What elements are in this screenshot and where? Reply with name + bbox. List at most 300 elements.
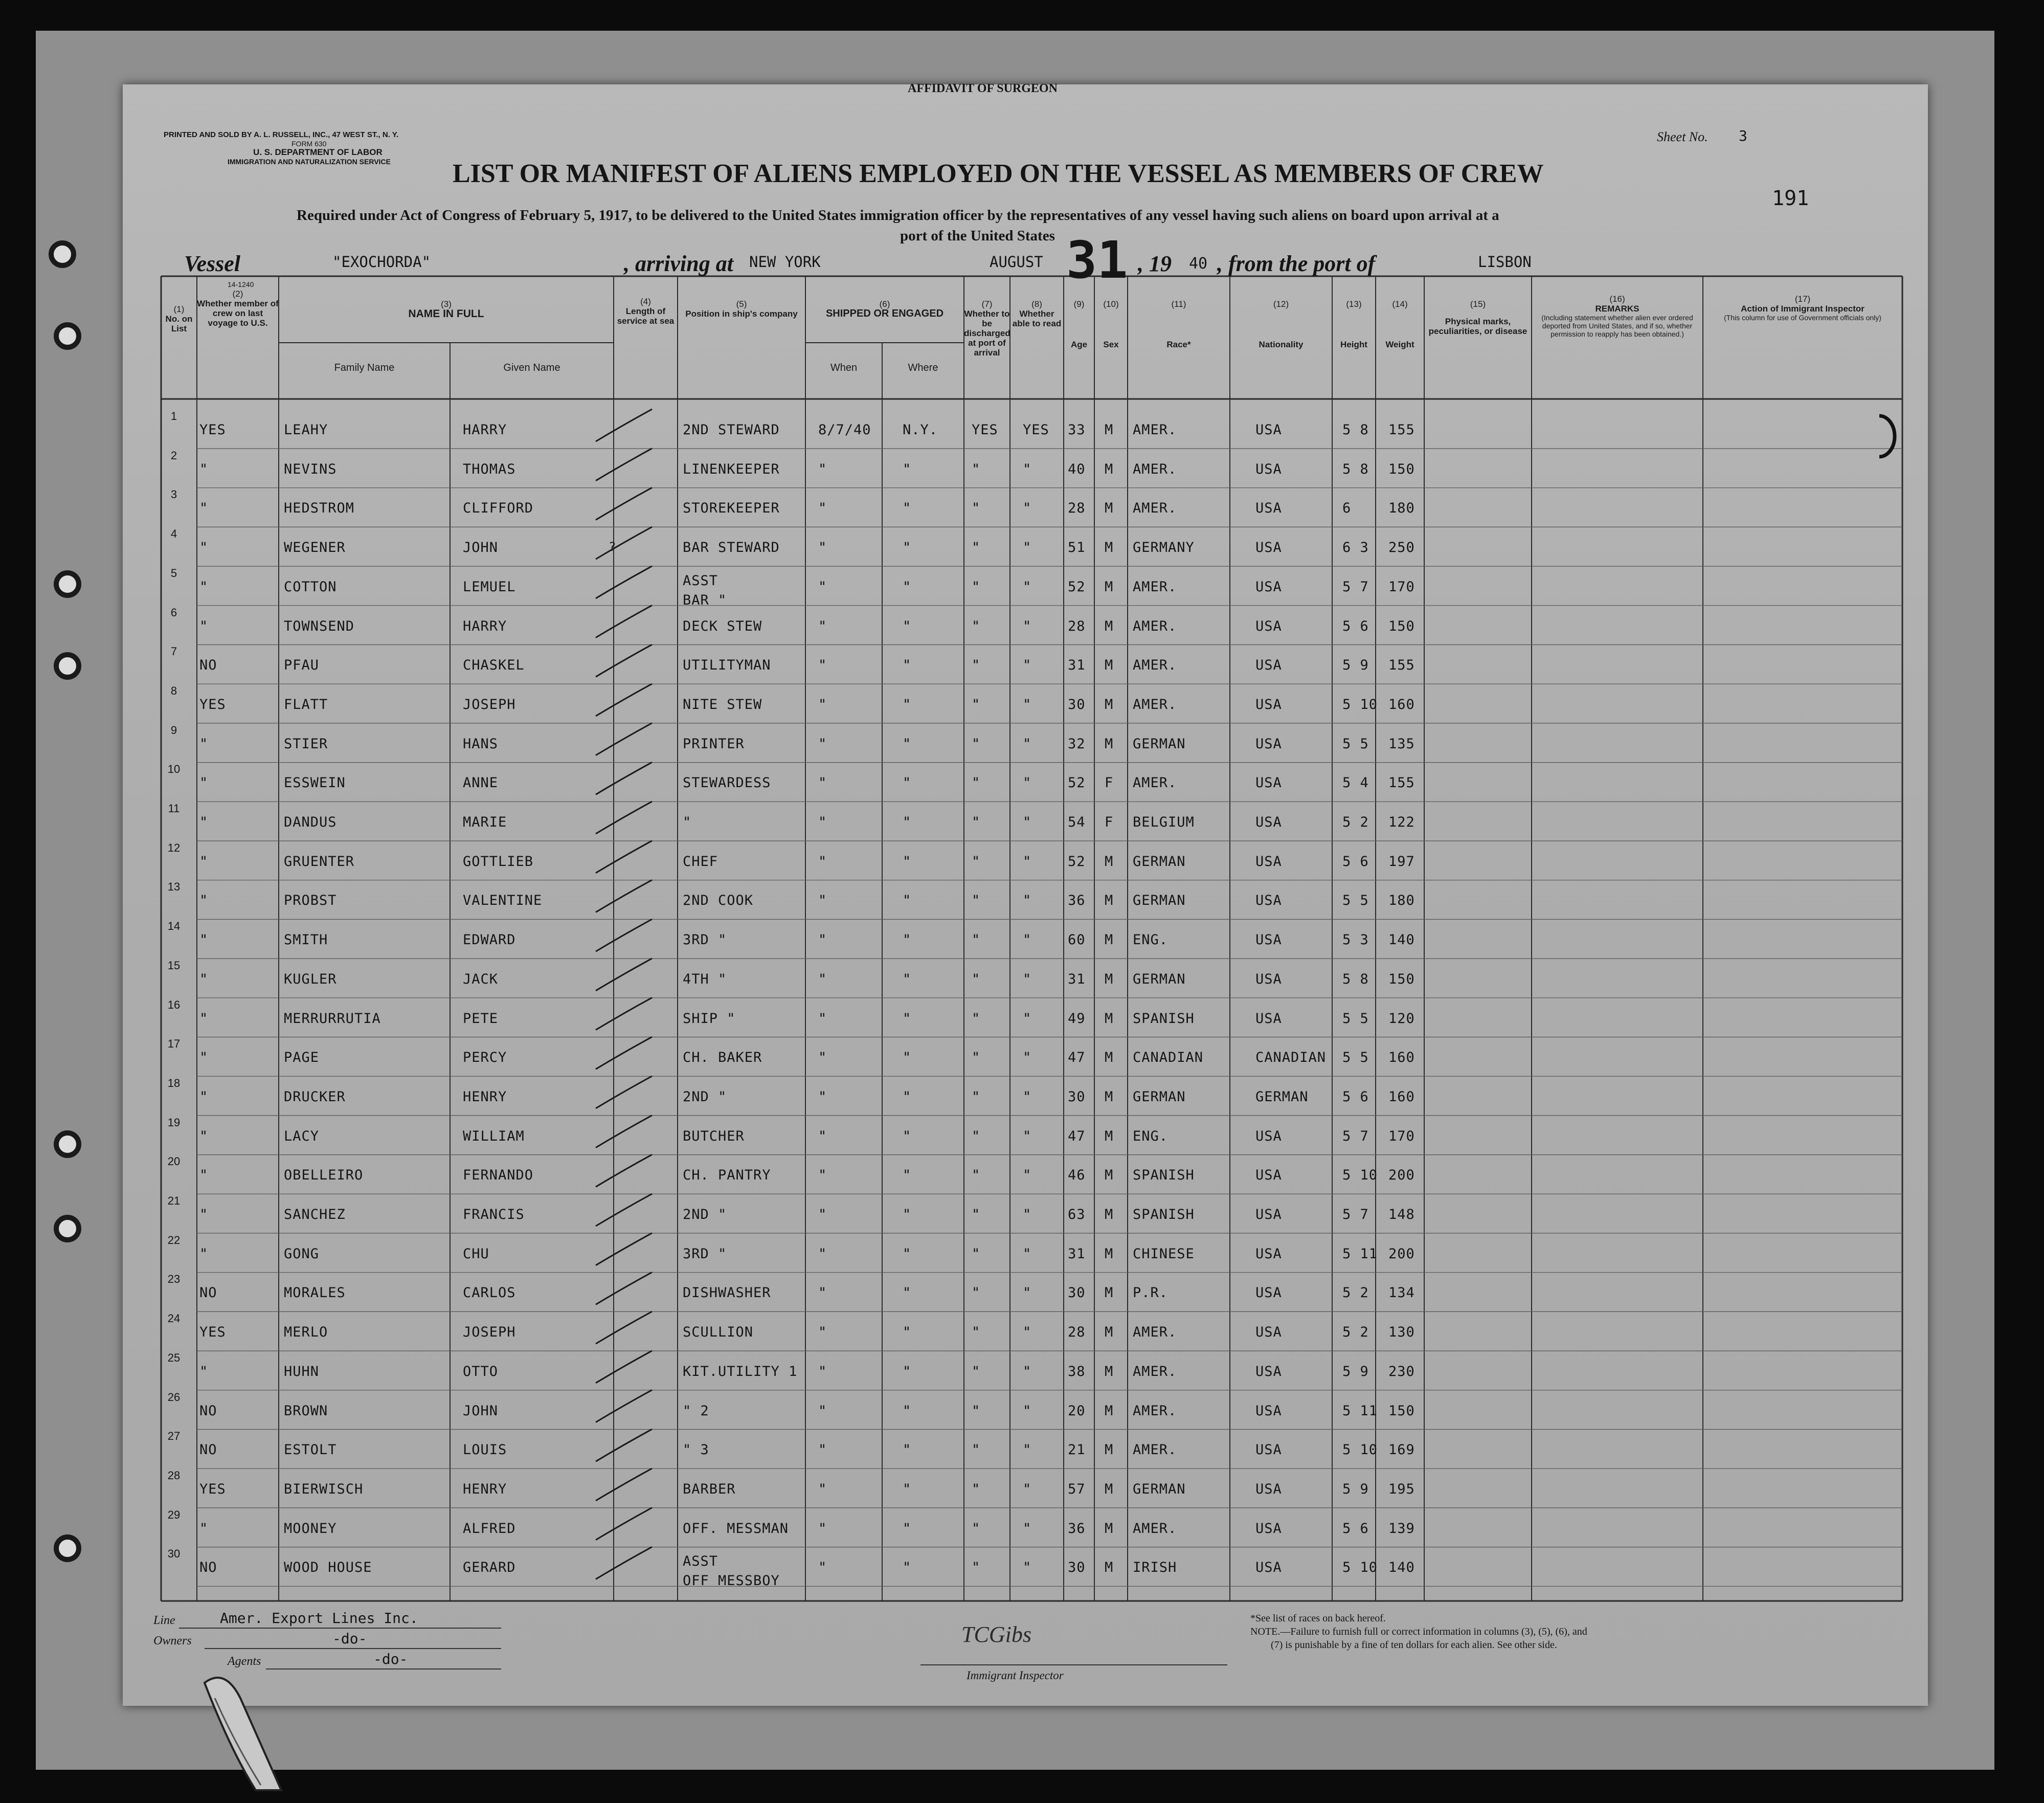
crew-last-voyage: " <box>199 853 209 870</box>
row-number: 10 <box>167 763 181 776</box>
discharged: " <box>972 971 981 987</box>
shipped-where: " <box>903 971 912 987</box>
col4-header: (4) Length of service at sea <box>617 297 675 326</box>
shipped-where: " <box>903 814 912 830</box>
height: 5 5 <box>1342 893 1369 909</box>
shipped-where: " <box>903 1520 912 1537</box>
position: 2ND COOK <box>683 893 754 909</box>
col12-header: (12) Nationality <box>1259 299 1304 349</box>
row-number: 19 <box>167 1116 181 1129</box>
sex: M <box>1105 461 1114 477</box>
binder-hole <box>54 570 81 598</box>
discharged: YES <box>972 422 998 438</box>
family-name: MOONEY <box>284 1520 337 1537</box>
shipped-where: " <box>903 1245 912 1262</box>
sex: M <box>1105 618 1114 634</box>
position: CH. PANTRY <box>683 1167 771 1184</box>
shipped-when: " <box>818 618 827 634</box>
able-to-read: " <box>1023 1560 1032 1576</box>
row-number: 24 <box>167 1312 181 1325</box>
sex: M <box>1105 500 1114 517</box>
shipped-when: " <box>818 1010 827 1027</box>
shipped-where: " <box>903 618 912 634</box>
able-to-read: " <box>1023 1442 1032 1458</box>
weight: 180 <box>1388 893 1415 909</box>
service-name: IMMIGRATION AND NATURALIZATION SERVICE <box>228 158 391 166</box>
position: STEWARDESS <box>683 775 771 791</box>
nationality: USA <box>1255 775 1282 791</box>
nationality: USA <box>1255 814 1282 830</box>
arrival-day: 31 <box>1066 230 1128 290</box>
row-number: 21 <box>167 1194 181 1207</box>
nationality: USA <box>1255 971 1282 987</box>
discharged: " <box>972 578 981 595</box>
crew-last-voyage: YES <box>199 1481 226 1497</box>
age: 32 <box>1068 736 1086 752</box>
crew-last-voyage: YES <box>199 422 226 438</box>
col8-header: (8) Whether able to read <box>1012 299 1062 328</box>
nationality: USA <box>1255 1520 1282 1537</box>
row-number: 15 <box>167 959 181 972</box>
shipped-when: " <box>818 1167 827 1184</box>
age: 36 <box>1068 893 1086 909</box>
col10-header: (10) Sex <box>1103 299 1119 349</box>
age: 31 <box>1068 657 1086 674</box>
family-name: HEDSTROM <box>284 500 355 517</box>
shipped-when: " <box>818 1560 827 1576</box>
family-name: KUGLER <box>284 971 337 987</box>
row-number: 6 <box>170 606 177 619</box>
crew-last-voyage: NO <box>199 1442 217 1458</box>
crew-last-voyage: " <box>199 578 209 595</box>
position: BAR STEWARD <box>683 540 780 556</box>
given-name: HARRY <box>463 618 507 634</box>
family-name: GRUENTER <box>284 853 355 870</box>
age: 30 <box>1068 1285 1086 1301</box>
position: BARBER <box>683 1481 736 1497</box>
nationality: USA <box>1255 1128 1282 1144</box>
height: 5 9 <box>1342 657 1369 674</box>
discharged: " <box>972 814 981 830</box>
shipped-when: " <box>818 893 827 909</box>
weight: 169 <box>1388 1442 1415 1458</box>
able-to-read: " <box>1023 1010 1032 1027</box>
discharged: " <box>972 775 981 791</box>
sex: M <box>1105 1560 1114 1576</box>
given-name: FRANCIS <box>463 1207 525 1222</box>
given-name: CLIFFORD <box>463 500 534 517</box>
position: " 2 <box>683 1403 709 1419</box>
crew-last-voyage: " <box>199 1010 209 1027</box>
age: 49 <box>1068 1010 1086 1027</box>
weight: 139 <box>1388 1520 1415 1537</box>
discharged: " <box>972 1128 981 1144</box>
row-number: 22 <box>167 1233 181 1246</box>
family-name: LACY <box>284 1128 320 1144</box>
shipped-when: " <box>818 775 827 791</box>
note-line-2: (7) is punishable by a fine of ten dollars for each alien. See other side. <box>1271 1639 1557 1651</box>
sheet-label: Sheet No. <box>1657 129 1708 144</box>
discharged: " <box>972 893 981 909</box>
family-name: TOWNSEND <box>284 618 355 634</box>
inspector-signature: TCGibs <box>961 1622 1031 1647</box>
shipped-when: " <box>818 500 827 517</box>
able-to-read: " <box>1023 540 1032 556</box>
family-name: COTTON <box>284 578 337 595</box>
weight: 170 <box>1388 578 1415 595</box>
family-name: MERLO <box>284 1324 328 1341</box>
age: 31 <box>1068 1245 1086 1262</box>
col11-header: (11) Race* <box>1166 299 1191 349</box>
able-to-read: " <box>1023 814 1032 830</box>
row-number: 3 <box>170 488 177 501</box>
binder-hole <box>54 652 81 680</box>
shipped-where: " <box>903 1403 912 1419</box>
sex: M <box>1105 540 1114 556</box>
weight: 180 <box>1388 500 1415 517</box>
height: 5 7 <box>1342 1207 1369 1222</box>
weight: 155 <box>1388 775 1415 791</box>
given-name: JOHN <box>463 540 499 556</box>
row-number: 18 <box>167 1076 181 1089</box>
height: 5 2 <box>1342 1324 1369 1341</box>
family-name: SMITH <box>284 932 328 948</box>
weight: 155 <box>1388 422 1415 438</box>
sex: M <box>1105 1324 1114 1341</box>
race: CANADIAN <box>1133 1050 1204 1066</box>
sex: M <box>1105 893 1114 909</box>
shipped-when: " <box>818 1207 827 1222</box>
shipped-when: " <box>818 1363 827 1379</box>
nationality: USA <box>1255 1442 1282 1458</box>
department-name: U. S. DEPARTMENT OF LABOR <box>253 147 383 157</box>
sex: M <box>1105 971 1114 987</box>
when-header: When <box>830 362 858 373</box>
race: AMER. <box>1133 461 1177 477</box>
discharged: " <box>972 1167 981 1184</box>
given-name: LOUIS <box>463 1442 507 1458</box>
position: OFF. MESSMAN <box>683 1520 789 1537</box>
arrival-month: AUGUST <box>990 253 1043 271</box>
vessel-label: Vessel <box>184 251 240 276</box>
page-stamp: 191 <box>1772 187 1809 210</box>
family-name: DANDUS <box>284 814 337 830</box>
race: SPANISH <box>1133 1167 1195 1184</box>
race: AMER. <box>1133 1520 1177 1537</box>
nationality: USA <box>1255 1363 1282 1379</box>
line-label: Line <box>153 1614 175 1627</box>
note-line-1: NOTE.—Failure to furnish full or correct information in columns (3), (5), (6), and <box>1250 1626 1587 1637</box>
crew-last-voyage: NO <box>199 1403 217 1419</box>
sex: M <box>1105 696 1114 713</box>
weight: 150 <box>1388 971 1415 987</box>
where-header: Where <box>908 362 938 373</box>
able-to-read: " <box>1023 657 1032 674</box>
row-number: 1 <box>170 410 177 422</box>
discharged: " <box>972 1050 981 1066</box>
shipped-where: " <box>903 657 912 674</box>
crew-last-voyage: NO <box>199 657 217 674</box>
able-to-read: " <box>1023 461 1032 477</box>
able-to-read: " <box>1023 696 1032 713</box>
nationality: USA <box>1255 893 1282 909</box>
sex: F <box>1105 775 1114 791</box>
curled-corner <box>194 1667 307 1795</box>
given-name: JOSEPH <box>463 1324 516 1341</box>
sex: M <box>1105 1285 1114 1301</box>
crew-last-voyage: " <box>199 893 209 909</box>
shipped-where: " <box>903 1481 912 1497</box>
crew-last-voyage: NO <box>199 1285 217 1301</box>
row-number: 30 <box>167 1547 181 1561</box>
row-number: 2 <box>170 449 177 462</box>
height: 5 3 <box>1342 932 1369 948</box>
height: 5 6 <box>1342 618 1369 634</box>
race: AMER. <box>1133 618 1177 634</box>
able-to-read: " <box>1023 500 1032 517</box>
sex: M <box>1105 1363 1114 1379</box>
given-name: HENRY <box>463 1088 507 1105</box>
col1-header: (1) No. on List <box>165 304 193 333</box>
col14-header: (14) Weight <box>1385 299 1414 349</box>
nationality: USA <box>1255 500 1282 517</box>
nationality: GERMAN <box>1255 1088 1309 1105</box>
discharged: " <box>972 932 981 948</box>
crew-last-voyage: " <box>199 775 209 791</box>
family-name: LEAHY <box>284 422 328 438</box>
race: AMER. <box>1133 1363 1177 1379</box>
family-name: MORALES <box>284 1285 346 1301</box>
shipped-when: " <box>818 1481 827 1497</box>
given-name: OTTO <box>463 1363 499 1379</box>
family-name: NEVINS <box>284 461 337 477</box>
col15-header: (15) Physical marks, peculiarities, or disease <box>1428 299 1528 336</box>
row-number: 27 <box>167 1430 181 1443</box>
crew-last-voyage: " <box>199 971 209 987</box>
shipped-when: " <box>818 1050 827 1066</box>
owners-label: Owners <box>153 1634 192 1648</box>
sex: M <box>1105 736 1114 752</box>
shipped-when: " <box>818 1520 827 1537</box>
race: AMER. <box>1133 1442 1177 1458</box>
able-to-read: " <box>1023 1520 1032 1537</box>
weight: 160 <box>1388 696 1415 713</box>
shipped-when: " <box>818 461 827 477</box>
position-line-2: BAR " <box>683 592 727 608</box>
crew-last-voyage: " <box>199 540 209 556</box>
weight: 170 <box>1388 1128 1415 1144</box>
age: 36 <box>1068 1520 1086 1537</box>
weight: 150 <box>1388 618 1415 634</box>
shipped-when: " <box>818 1128 827 1144</box>
given-name: FERNANDO <box>463 1167 534 1184</box>
height: 5 10 <box>1342 1167 1378 1184</box>
given-name-header: Given Name <box>503 362 560 373</box>
family-name: HUHN <box>284 1363 320 1379</box>
race: AMER. <box>1133 775 1177 791</box>
age: 21 <box>1068 1442 1086 1458</box>
age: 52 <box>1068 853 1086 870</box>
shipped-where: " <box>903 500 912 517</box>
position: ASST <box>683 572 718 589</box>
shipped-when: 8/7/40 <box>818 422 871 438</box>
discharged: " <box>972 736 981 752</box>
weight: 200 <box>1388 1167 1415 1184</box>
shipped-where: " <box>903 1363 912 1379</box>
position-line-2: OFF MESSBOY <box>683 1573 780 1589</box>
height: 5 2 <box>1342 814 1369 830</box>
shipped-where: " <box>903 736 912 752</box>
age: 20 <box>1068 1403 1086 1419</box>
crew-last-voyage: " <box>199 1245 209 1262</box>
row-number: 9 <box>170 723 177 737</box>
height: 5 6 <box>1342 1088 1369 1105</box>
discharged: " <box>972 657 981 674</box>
able-to-read: " <box>1023 1403 1032 1419</box>
able-to-read: YES <box>1023 422 1049 438</box>
weight: 140 <box>1388 932 1415 948</box>
race: AMER. <box>1133 422 1177 438</box>
discharged: " <box>972 1324 981 1341</box>
shipped-where: " <box>903 1167 912 1184</box>
weight: 122 <box>1388 814 1415 830</box>
row-number: 12 <box>167 841 181 854</box>
able-to-read: " <box>1023 932 1032 948</box>
nationality: USA <box>1255 696 1282 713</box>
crew-last-voyage: YES <box>199 1324 226 1341</box>
shipped-when: " <box>818 932 827 948</box>
weight: 195 <box>1388 1481 1415 1497</box>
discharged: " <box>972 1207 981 1222</box>
sex: M <box>1105 1088 1114 1105</box>
shipped-when: " <box>818 1245 827 1262</box>
line-value: Amer. Export Lines Inc. <box>220 1610 418 1627</box>
row-number: 14 <box>167 920 181 933</box>
sex: M <box>1105 1481 1114 1497</box>
height: 5 8 <box>1342 971 1369 987</box>
position: 2ND " <box>683 1088 727 1105</box>
row-number: 20 <box>167 1155 181 1168</box>
discharged: " <box>972 853 981 870</box>
position: ASST <box>683 1553 718 1570</box>
race: AMER. <box>1133 1403 1177 1419</box>
sex: M <box>1105 1442 1114 1458</box>
sex: M <box>1105 1128 1114 1144</box>
footer-rules <box>123 84 1928 1706</box>
family-name: MERRURRUTIA <box>284 1010 381 1027</box>
printer-line: PRINTED AND SOLD BY A. L. RUSSELL, INC., 47 WEST ST., N. Y. <box>164 130 399 139</box>
able-to-read: " <box>1023 1050 1032 1066</box>
row-number: 4 <box>170 527 177 541</box>
able-to-read: " <box>1023 1285 1032 1301</box>
given-name: PERCY <box>463 1050 507 1066</box>
family-name: WEGENER <box>284 540 346 556</box>
height: 5 4 <box>1342 775 1369 791</box>
nationality: USA <box>1255 1403 1282 1419</box>
crew-last-voyage: " <box>199 618 209 634</box>
crew-last-voyage: " <box>199 1167 209 1184</box>
family-name: FLATT <box>284 696 328 713</box>
family-name: ESTOLT <box>284 1442 337 1458</box>
col16-header: (16) REMARKS (Including statement whether alien ever ordered deported from United States, and if so, whether permission to reapply has been obtained.) <box>1541 294 1693 338</box>
weight: 150 <box>1388 461 1415 477</box>
col9-header: (9) Age <box>1070 299 1088 349</box>
age: 47 <box>1068 1128 1086 1144</box>
crew-last-voyage: " <box>199 1088 209 1105</box>
given-name: PETE <box>463 1010 499 1027</box>
row-number: 11 <box>168 802 180 815</box>
race: AMER. <box>1133 657 1177 674</box>
crew-last-voyage: " <box>199 1363 209 1379</box>
given-name: JACK <box>463 971 499 987</box>
age: 46 <box>1068 1167 1086 1184</box>
position: CH. BAKER <box>683 1050 762 1066</box>
family-name: PFAU <box>284 657 320 674</box>
height: 6 3 <box>1342 540 1369 556</box>
vessel-name: "EXOCHORDA" <box>332 253 431 271</box>
race: IRISH <box>1133 1560 1177 1576</box>
row-number: 25 <box>167 1351 181 1364</box>
family-name: PROBST <box>284 893 337 909</box>
row-number: 16 <box>167 998 181 1011</box>
sex: F <box>1105 814 1114 830</box>
weight: 150 <box>1388 1403 1415 1419</box>
weight: 135 <box>1388 736 1415 752</box>
crew-last-voyage: " <box>199 1520 209 1537</box>
weight: 120 <box>1388 1010 1415 1027</box>
family-name: OBELLEIRO <box>284 1167 364 1184</box>
race: ENG. <box>1133 932 1169 948</box>
height: 5 5 <box>1342 1010 1369 1027</box>
discharged: " <box>972 1010 981 1027</box>
shipped-where: " <box>903 1010 912 1027</box>
race: SPANISH <box>1133 1207 1195 1222</box>
discharged: " <box>972 540 981 556</box>
crew-last-voyage: NO <box>199 1560 217 1576</box>
discharged: " <box>972 1481 981 1497</box>
given-name: GOTTLIEB <box>463 853 534 870</box>
family-name: SANCHEZ <box>284 1207 346 1222</box>
nationality: USA <box>1255 1324 1282 1341</box>
weight: 160 <box>1388 1050 1415 1066</box>
able-to-read: " <box>1023 1088 1032 1105</box>
height: 5 6 <box>1342 1520 1369 1537</box>
race: AMER. <box>1133 1324 1177 1341</box>
given-name: CARLOS <box>463 1285 516 1301</box>
crew-last-voyage: " <box>199 736 209 752</box>
height: 5 2 <box>1342 1285 1369 1301</box>
weight: 250 <box>1388 540 1415 556</box>
nationality: USA <box>1255 422 1282 438</box>
family-name: WOOD HOUSE <box>284 1560 372 1576</box>
able-to-read: " <box>1023 1481 1032 1497</box>
discharged: " <box>972 1520 981 1537</box>
position: 2ND " <box>683 1207 727 1222</box>
shipped-where: " <box>903 1050 912 1066</box>
position: LINENKEEPER <box>683 461 780 477</box>
height: 5 11 <box>1342 1245 1378 1262</box>
height: 5 5 <box>1342 1050 1369 1066</box>
discharged: " <box>972 1363 981 1379</box>
binder-hole <box>54 1130 81 1158</box>
age: 60 <box>1068 932 1086 948</box>
discharged: " <box>972 1285 981 1301</box>
height: 5 10 <box>1342 1442 1378 1458</box>
row-number: 29 <box>167 1508 181 1521</box>
binder-hole <box>54 322 81 350</box>
age: 28 <box>1068 500 1086 517</box>
race: GERMAN <box>1133 893 1186 909</box>
